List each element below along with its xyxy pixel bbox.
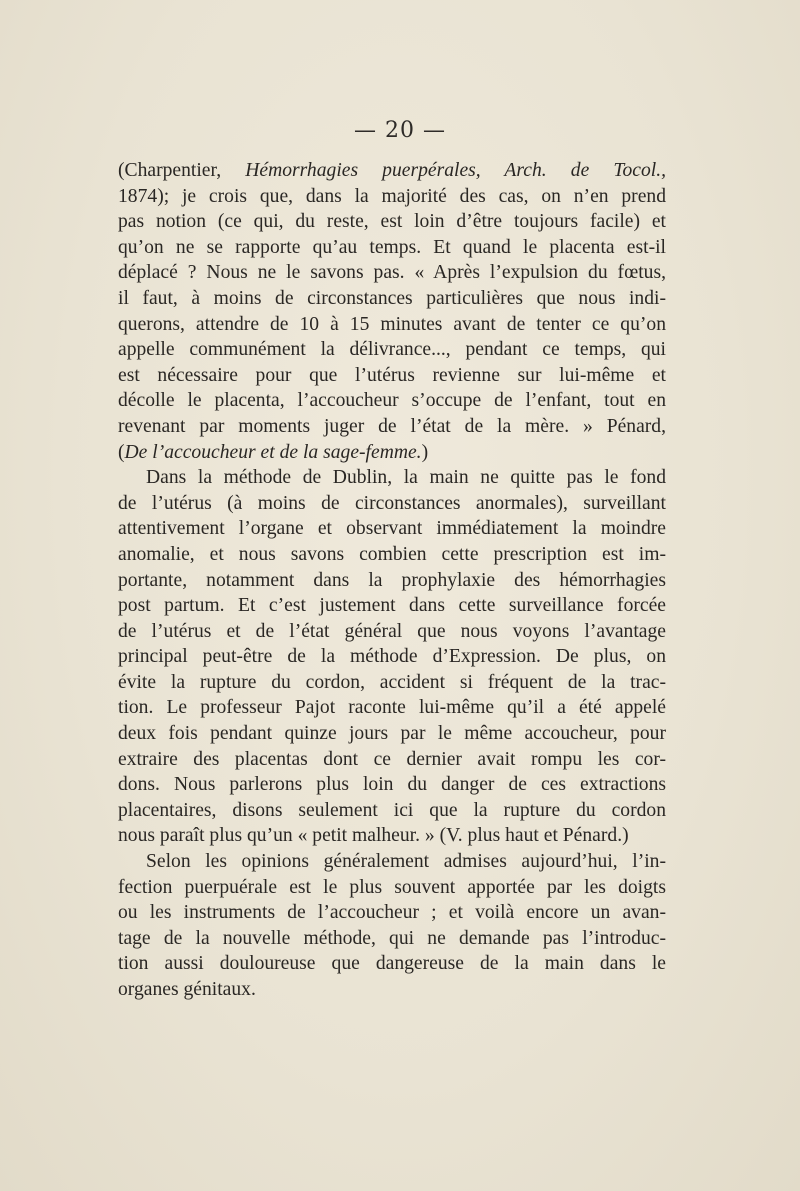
italic-text: Hémorrhagies puerpérales, Arch. de Tocol., xyxy=(245,160,666,181)
text-line xyxy=(118,823,666,849)
text-line xyxy=(118,388,666,414)
text-line xyxy=(118,516,666,542)
text-segment: revenant par moments juger de l’état de la mère. » Pénard, xyxy=(118,415,666,437)
text-segment: ( xyxy=(118,441,125,463)
text-segment: tion aussi douloureuse que dangereuse de la main dans le xyxy=(118,953,666,975)
text-line xyxy=(118,644,666,670)
text-line xyxy=(118,363,666,389)
text-segment: extraire des placentas dont ce dernier avait rompu les cor- xyxy=(118,748,666,770)
text-line xyxy=(118,542,666,568)
text-line xyxy=(118,721,666,747)
text-segment: deux fois pendant quinze jours par le même accoucheur, pour xyxy=(118,723,666,745)
page-number: — 20 — xyxy=(354,118,446,143)
text-segment: Selon les opinions généralement admises aujourd’hui, l’in- xyxy=(146,851,666,873)
paragraph xyxy=(118,849,666,1003)
paragraph xyxy=(118,158,666,465)
text-segment: de l’utérus et de l’état général que nous voyons l’avantage xyxy=(118,620,666,642)
text-line xyxy=(118,900,666,926)
text-segment: principal peut-être de la méthode d’Expression. De plus, on xyxy=(118,646,666,668)
text-line xyxy=(118,747,666,773)
text-line xyxy=(118,670,666,696)
text-line xyxy=(118,235,666,261)
text-segment: (Charpentier, xyxy=(118,160,246,181)
text-segment: Dans la méthode de Dublin, la main ne quitte pas le fond xyxy=(146,467,666,489)
text-segment: fection puerpuérale est le plus souvent apportée par les doigts xyxy=(118,876,666,898)
text-line xyxy=(118,619,666,645)
text-segment: décolle le placenta, l’accoucheur s’occupe de l’enfant, tout en xyxy=(118,390,666,412)
text-segment: pas notion (ce qui, du reste, est loin d’être toujours facile) et xyxy=(118,211,666,233)
text-segment: est nécessaire pour que l’utérus revienne sur lui-même et xyxy=(118,364,666,386)
text-segment: querons, attendre de 10 à 15 minutes avant de tenter ce qu’on xyxy=(118,313,666,335)
text-line xyxy=(118,440,666,466)
text-segment: attentivement l’organe et observant immédiatement la moindre xyxy=(118,518,666,540)
text-line xyxy=(118,312,666,338)
text-segment: post partum. Et c’est justement dans cette surveillance forcée xyxy=(118,595,666,617)
paragraph xyxy=(118,465,666,849)
text-segment: de l’utérus (à moins de circonstances anormales), surveillant xyxy=(118,492,666,514)
text-segment: ou les instruments de l’accoucheur ; et voilà encore un avan- xyxy=(118,902,666,924)
text-line xyxy=(118,184,666,210)
text-segment: appelle communément la délivrance..., pendant ce temps, qui xyxy=(118,339,666,361)
text-segment: portante, notamment dans la prophylaxie des hémorrhagies xyxy=(118,569,666,591)
text-line xyxy=(118,414,666,440)
text-segment: 1874); je crois que, dans la majorité des cas, on n’en prend xyxy=(118,185,666,207)
text-segment: placentaires, disons seulement ici que la rupture du cordon xyxy=(118,799,666,821)
text-line xyxy=(118,875,666,901)
text-line xyxy=(118,158,666,184)
text-line xyxy=(118,977,666,1003)
text-line xyxy=(118,772,666,798)
text-segment: évite la rupture du cordon, accident si fréquent de la trac- xyxy=(118,671,666,693)
text-line xyxy=(118,593,666,619)
text-line xyxy=(118,951,666,977)
text-line xyxy=(118,695,666,721)
body-text xyxy=(118,158,666,1003)
text-segment: ) xyxy=(421,441,429,463)
text-line xyxy=(118,260,666,286)
text-line xyxy=(118,491,666,517)
text-line xyxy=(118,798,666,824)
text-segment: qu’on ne se rapporte qu’au temps. Et quand le placenta est-il xyxy=(118,236,666,258)
text-line xyxy=(118,849,666,875)
text-segment: dons. Nous parlerons plus loin du danger de ces extractions xyxy=(118,774,666,796)
text-line xyxy=(118,337,666,363)
text-segment: il faut, à moins de circonstances particulières que nous indi- xyxy=(118,287,666,309)
text-segment: déplacé ? Nous ne le savons pas. « Après l’expulsion du fœtus, xyxy=(118,262,666,284)
text-line xyxy=(118,286,666,312)
text-line xyxy=(118,926,666,952)
text-segment: tage de la nouvelle méthode, qui ne demande pas l’introduc- xyxy=(118,927,666,949)
text-segment: tion. Le professeur Pajot raconte lui-même qu’il a été appelé xyxy=(118,697,666,719)
text-segment: nous paraît plus qu’un « petit malheur. » (V. plus haut et Pénard.) xyxy=(118,825,629,847)
italic-text: De l’accoucheur et de la sage-femme. xyxy=(124,441,422,463)
text-segment: anomalie, et nous savons combien cette prescription est im- xyxy=(118,543,666,565)
text-line xyxy=(118,568,666,594)
text-line xyxy=(118,465,666,491)
text-segment: organes génitaux. xyxy=(118,979,256,1000)
text-line xyxy=(118,209,666,235)
